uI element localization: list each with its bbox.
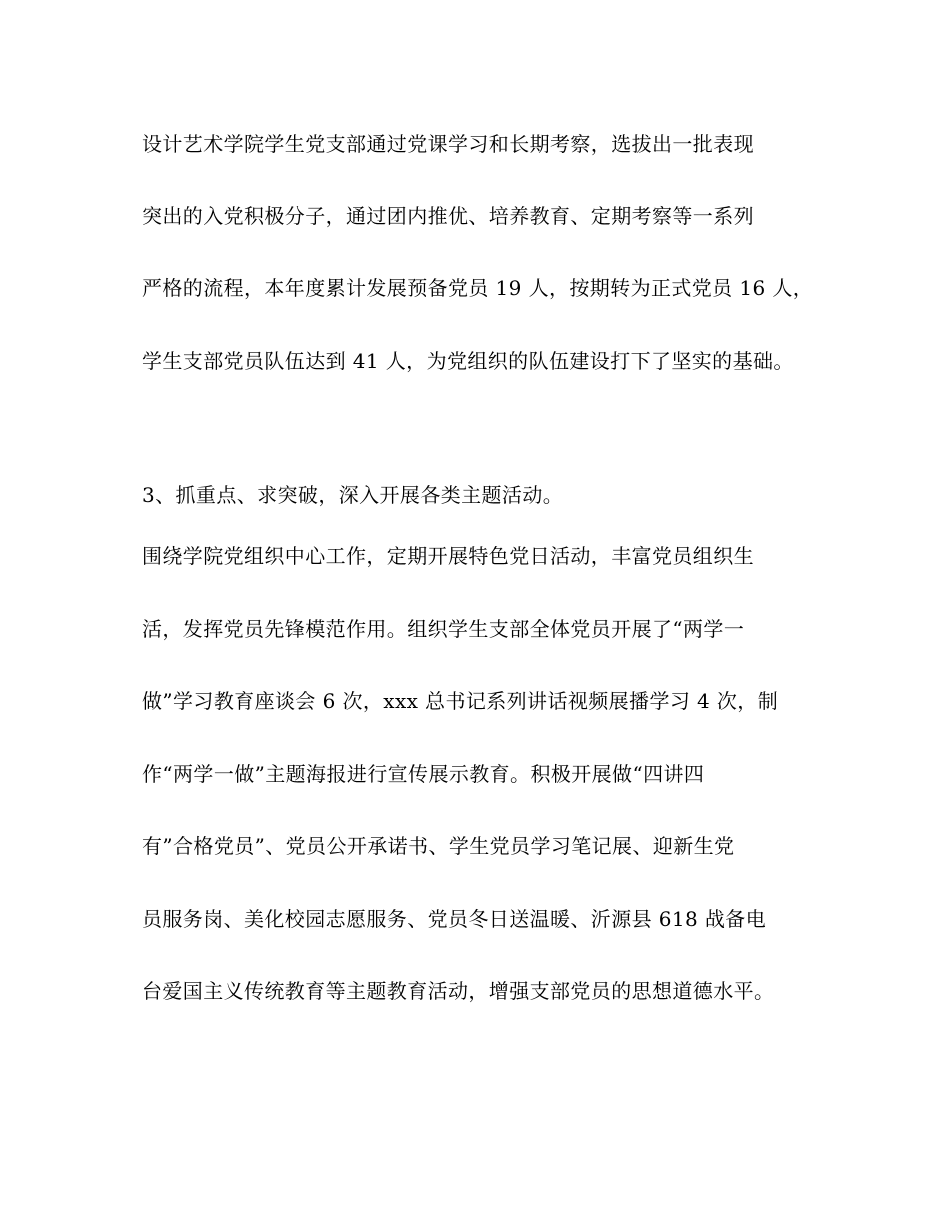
paragraph-line: 围绕学院党组织中心工作，定期开展特色党日活动，丰富党员组织生 — [142, 544, 754, 568]
paragraph-line: 作“两学一做”主题海报进行宣传展示教育。积极开展做“四讲四 — [142, 762, 705, 786]
paragraph-line: 严格的流程，本年度累计发展预备党员 19 人，按期转为正式党员 16 人， — [142, 276, 814, 300]
section-heading: 3、抓重点、求突破，深入开展各类主题活动。 — [142, 483, 564, 507]
paragraph-line: 做”学习教育座谈会 6 次，xxx 总书记系列讲话视频展播学习 4 次，制 — [142, 689, 779, 713]
paragraph-line: 活，发挥党员先锋模范作用。组织学生支部全体党员开展了“两学一 — [142, 617, 745, 641]
paragraph-line: 台爱国主义传统教育等主题教育活动，增强支部党员的思想道德水平。 — [142, 979, 775, 1003]
paragraph-line: 设计艺术学院学生党支部通过党课学习和长期考察，选拔出一批表现 — [142, 132, 754, 156]
paragraph-line: 突出的入党积极分子，通过团内推优、培养教育、定期考察等一系列 — [142, 204, 754, 228]
paragraph-line: 有”合格党员”、党员公开承诺书、学生党员学习笔记展、迎新生党 — [142, 834, 735, 858]
paragraph-line: 员服务岗、美化校园志愿服务、党员冬日送温暖、沂源县 618 战备电 — [142, 907, 767, 931]
paragraph-line: 学生支部党员队伍达到 41 人，为党组织的队伍建设打下了坚实的基础。 — [142, 349, 794, 373]
